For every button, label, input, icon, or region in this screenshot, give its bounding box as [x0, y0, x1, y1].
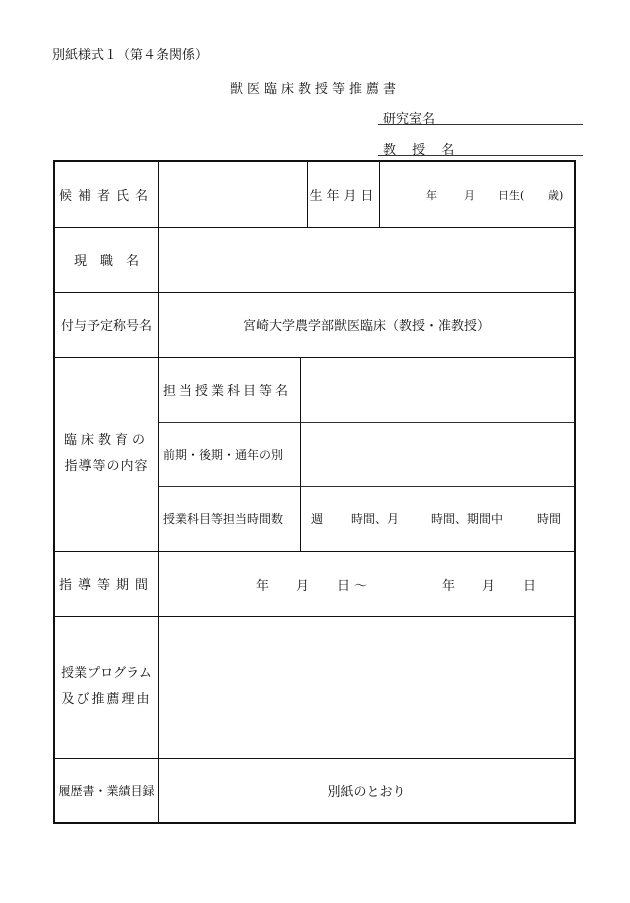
birth-date-label: 生年月日: [309, 189, 378, 204]
hours-month-label: 時間、月: [351, 512, 400, 526]
resume-value: 別紙のとおり: [327, 784, 406, 800]
lab-name-line[interactable]: [378, 124, 583, 125]
candidate-name-label: 候補者氏名: [58, 189, 154, 204]
term-field[interactable]: [301, 423, 574, 486]
birth-day-unit: 日生(: [498, 188, 525, 202]
resume-label: 履歴書・業績目録: [58, 783, 155, 798]
birth-year-unit: 年: [426, 188, 437, 202]
period-day-end: 日: [523, 578, 537, 594]
program-reason-field[interactable]: [159, 617, 574, 758]
program-reason-label: [55, 616, 158, 758]
form-reference: 別紙様式１（第４条関係）: [52, 48, 209, 63]
lab-name-label: 研究室名: [383, 112, 436, 127]
subjects-label: 担当授業科目等名: [163, 384, 292, 399]
term-label: 前期・後期・通年の別: [163, 447, 284, 462]
clinical-label-line2: 指導等の内容: [64, 459, 149, 474]
program-label-line2: 及び推薦理由: [61, 692, 152, 707]
period-month-start: 月: [296, 578, 310, 594]
current-position-field[interactable]: [159, 228, 574, 292]
program-label-line1: 授業プログラム: [61, 666, 152, 681]
recommendation-table: [53, 160, 576, 824]
hours-term-label: 時間、期間中: [431, 512, 504, 526]
period-year-start: 年: [256, 578, 270, 594]
period-month-end: 月: [482, 578, 496, 594]
birth-month-unit: 月: [464, 188, 475, 202]
professor-name-line[interactable]: [378, 155, 583, 156]
period-field[interactable]: [159, 552, 574, 616]
clinical-label-line1: 臨床教育の: [63, 433, 149, 448]
subjects-field[interactable]: [301, 358, 574, 422]
age-unit: 歳): [548, 188, 564, 202]
period-day-start: 日 〜: [337, 578, 368, 594]
birth-date-field[interactable]: [380, 162, 574, 227]
hours-week-label: 週: [311, 512, 324, 526]
hours-end-label: 時間: [537, 512, 562, 526]
hours-field[interactable]: [301, 486, 574, 551]
period-year-end: 年: [442, 578, 456, 594]
clinical-education-label: [55, 357, 158, 551]
title-label: 付与予定称号名: [60, 319, 152, 334]
professor-name-label: 教 授 名: [383, 143, 461, 158]
hours-label: 授業科目等担当時間数: [163, 512, 284, 526]
current-position-label: 現 職 名: [73, 254, 139, 269]
period-label: 指導等期間: [58, 578, 154, 593]
document-title: 獣医臨床教授等推薦書: [229, 82, 400, 97]
title-value: 宮崎大学農学部獣医臨床（教授・准教授）: [242, 319, 490, 334]
candidate-name-field[interactable]: [159, 162, 306, 227]
